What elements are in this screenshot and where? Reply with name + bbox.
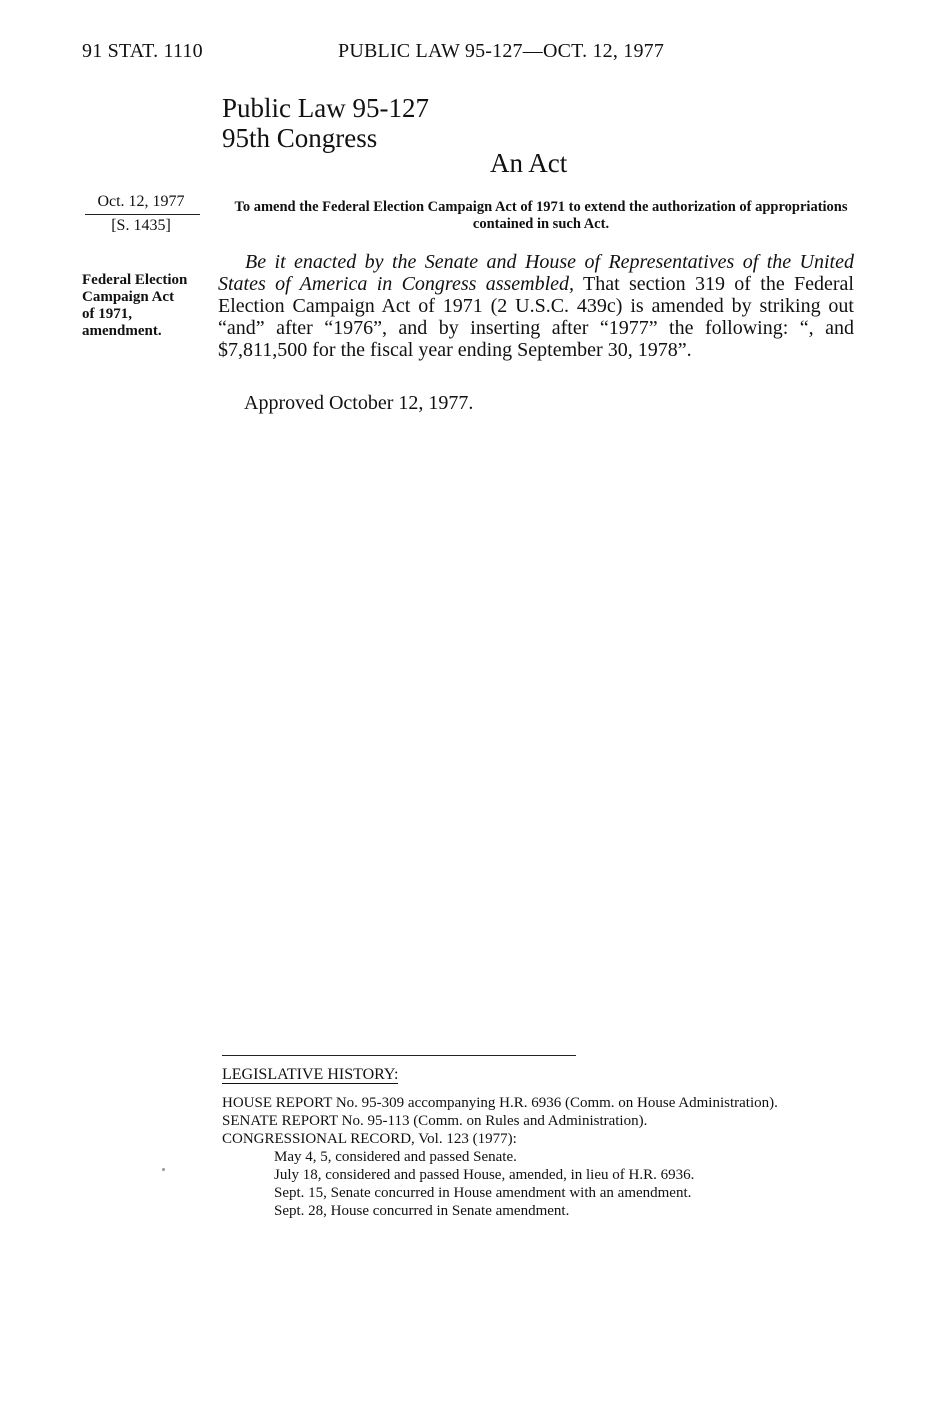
- legislative-history: [222, 1094, 854, 1220]
- margin-divider: [85, 214, 200, 215]
- senate-report: SENATE REPORT No. 95-113 (Comm. on Rules and Administration).: [222, 1113, 648, 1129]
- margin-note-line: amendment.: [82, 323, 162, 339]
- running-title: PUBLIC LAW 95-127—OCT. 12, 1977: [338, 40, 665, 62]
- congressional-record: CONGRESSIONAL RECORD, Vol. 123 (1977):: [222, 1131, 517, 1147]
- margin-note-line: Federal Election: [82, 272, 188, 288]
- act-heading: An Act: [490, 148, 568, 178]
- record-entry: July 18, considered and passed House, amended, in lieu of H.R. 6936.: [274, 1167, 695, 1183]
- legislative-history-heading: [222, 1066, 398, 1084]
- margin-note-line: Campaign Act: [82, 289, 175, 305]
- enacting-clause: Be it enacted by the Senate and House of Representatives of the United States of America in Congress assembled,: [218, 251, 854, 295]
- approval-date: Approved October 12, 1977.: [244, 392, 474, 414]
- history-divider: [222, 1055, 576, 1056]
- stat-page-number: 91 STAT. 1110: [82, 40, 203, 62]
- legislative-history-heading-text: LEGISLATIVE HISTORY:: [222, 1066, 399, 1083]
- law-number: Public Law 95-127: [222, 93, 429, 123]
- enacting-paragraph: [218, 251, 854, 361]
- house-report: HOUSE REPORT No. 95-309 accompanying H.R. 6936 (Comm. on House Administration).: [222, 1095, 778, 1111]
- paper-speck: [162, 1168, 165, 1171]
- margin-bill-number: [S. 1435]: [111, 217, 171, 234]
- record-entry: Sept. 28, House concurred in Senate amendment.: [274, 1203, 570, 1219]
- purpose-statement: To amend the Federal Election Campaign Act of 1971 to extend the authorization of appropriations contained in such Act.: [234, 199, 848, 232]
- record-entry: May 4, 5, considered and passed Senate.: [274, 1149, 517, 1165]
- margin-note-line: of 1971,: [82, 306, 132, 322]
- margin-date: Oct. 12, 1977: [97, 193, 185, 210]
- record-entry: Sept. 15, Senate concurred in House amendment with an amendment.: [274, 1185, 692, 1201]
- congress-number: 95th Congress: [222, 123, 378, 153]
- section-amendment-text: That section 319 of the Federal Election Campaign Act of 1971 (2 U.S.C. 439c) is amended by striking out “and” after “1976”, and by inserting after “1977” the following: “, and $7,811,500 for the fiscal year ending September 30, 1978”.: [218, 273, 854, 361]
- margin-note: [82, 272, 212, 340]
